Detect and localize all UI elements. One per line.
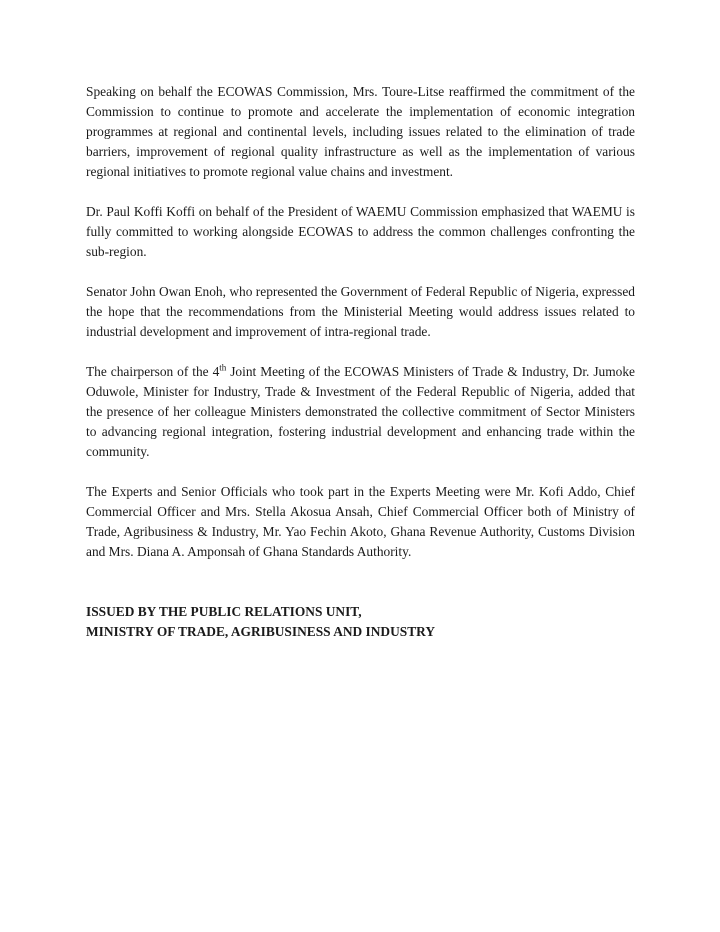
paragraph-experts: The Experts and Senior Officials who took part in the Experts Meeting were Mr. Kofi Addo, Chief Commercial Officer and Mrs. Stella Akosua Ansah, Chief Commercial Officer both of Ministry of Trade, Agribusiness & Industry, Mr. Yao Fechin Akoto, Ghana Revenue Authority, Customs Division and Mrs. Diana A. Amponsah of Ghana Standards Authority.	[86, 484, 635, 559]
paragraph-chairperson-start: The chairperson of the 4	[86, 364, 220, 379]
paragraph-ecowas-commission: Speaking on behalf the ECOWAS Commission, Mrs. Toure-Litse reaffirmed the commitment of the Commission to continue to promote and accelerate the implementation of economic integration programmes at regional and continental levels, including issues related to the elimination of trade barriers, improvement of regional quality infrastructure as well as the implementation of various regional initiatives to promote regional value chains and investment.	[86, 84, 635, 179]
paragraph-chairperson	[86, 362, 635, 462]
paragraph-chairperson-rest: Joint Meeting of the ECOWAS Ministers of Trade & Industry, Dr. Jumoke Oduwole, Minister for Industry, Trade & Investment of the Federal Republic of Nigeria, added that the presence of her colleague Ministers demonstrated the collective commitment of Sector Ministers to advancing regional integration, fostering industrial development and enhancing trade within the community.	[86, 364, 635, 459]
paragraph-waemu: Dr. Paul Koffi Koffi on behalf of the President of WAEMU Commission emphasized that WAEMU is fully committed to working alongside ECOWAS to address the common challenges confronting the sub-region.	[86, 204, 635, 259]
issued-by-line-2: MINISTRY OF TRADE, AGRIBUSINESS AND INDUSTRY	[86, 624, 436, 639]
document-body	[86, 82, 635, 642]
issued-by-line-1: ISSUED BY THE PUBLIC RELATIONS UNIT,	[86, 604, 362, 619]
paragraph-nigeria-senator: Senator John Owan Enoh, who represented the Government of Federal Republic of Nigeria, expressed the hope that the recommendations from the Ministerial Meeting would address issues related to industrial development and improvement of intra-regional trade.	[86, 284, 635, 339]
ordinal-superscript: th	[219, 362, 227, 373]
issued-by-block	[86, 602, 635, 642]
